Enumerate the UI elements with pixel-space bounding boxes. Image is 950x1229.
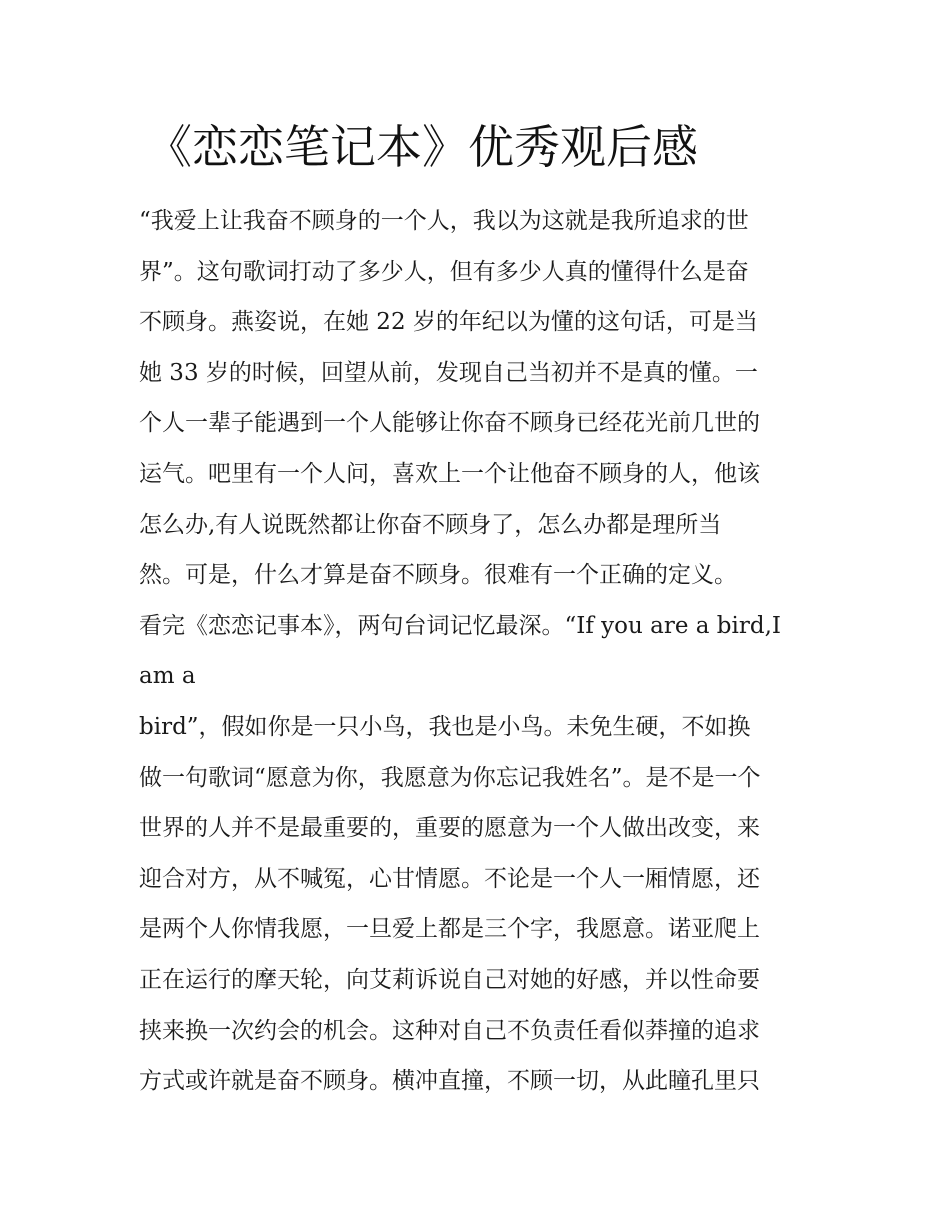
body-line: 做一句歌词“愿意为你，我愿意为你忘记我姓名”。是不是一个 — [139, 764, 761, 791]
document-body — [139, 196, 819, 1107]
body-line: 运气。吧里有一个人问，喜欢上一个让他奋不顾身的人，他该 — [139, 460, 760, 487]
body-line: bird”，假如你是一只小鸟，我也是小鸟。未免生硬，不如换 — [139, 713, 751, 740]
body-line: 迎合对方，从不喊冤，心甘情愿。不论是一个人一厢情愿，还 — [139, 865, 760, 892]
body-line: 界”。这句歌词打动了多少人，但有多少人真的懂得什么是奋 — [139, 258, 749, 285]
body-line: 是两个人你情我愿，一旦爱上都是三个字，我愿意。诺亚爬上 — [139, 916, 760, 943]
body-line: 然。可是，什么才算是奋不顾身。很难有一个正确的定义。 — [139, 562, 737, 589]
body-line: “我爱上让我奋不顾身的一个人，我以为这就是我所追求的世 — [139, 208, 749, 234]
body-line: 怎么办,有人说既然都让你奋不顾身了，怎么办都是理所当 — [139, 511, 722, 538]
body-line: 方式或许就是奋不顾身。横冲直撞，不顾一切，从此瞳孔里只 — [139, 1068, 760, 1095]
body-line: 她 33 岁的时候，回望从前，发现自己当初并不是真的懂。一 — [139, 359, 758, 386]
body-line: 看完《恋恋记事本》，两句台词记忆最深。“If you are a bird,I — [139, 612, 781, 639]
document-title: 《恋恋笔记本》优秀观后感 — [146, 120, 698, 174]
body-line: 正在运行的摩天轮，向艾莉诉说自己对她的好感，并以性命要 — [139, 966, 760, 993]
body-line: 挟来换一次约会的机会。这种对自己不负责任看似莽撞的追求 — [139, 1017, 760, 1044]
body-line: 世界的人并不是最重要的，重要的愿意为一个人做出改变，来 — [139, 815, 760, 842]
body-line: 不顾身。燕姿说，在她 22 岁的年纪以为懂的这句话，可是当 — [139, 309, 758, 336]
body-line: am a — [139, 663, 196, 690]
body-line: 个人一辈子能遇到一个人能够让你奋不顾身已经花光前几世的 — [139, 410, 760, 437]
